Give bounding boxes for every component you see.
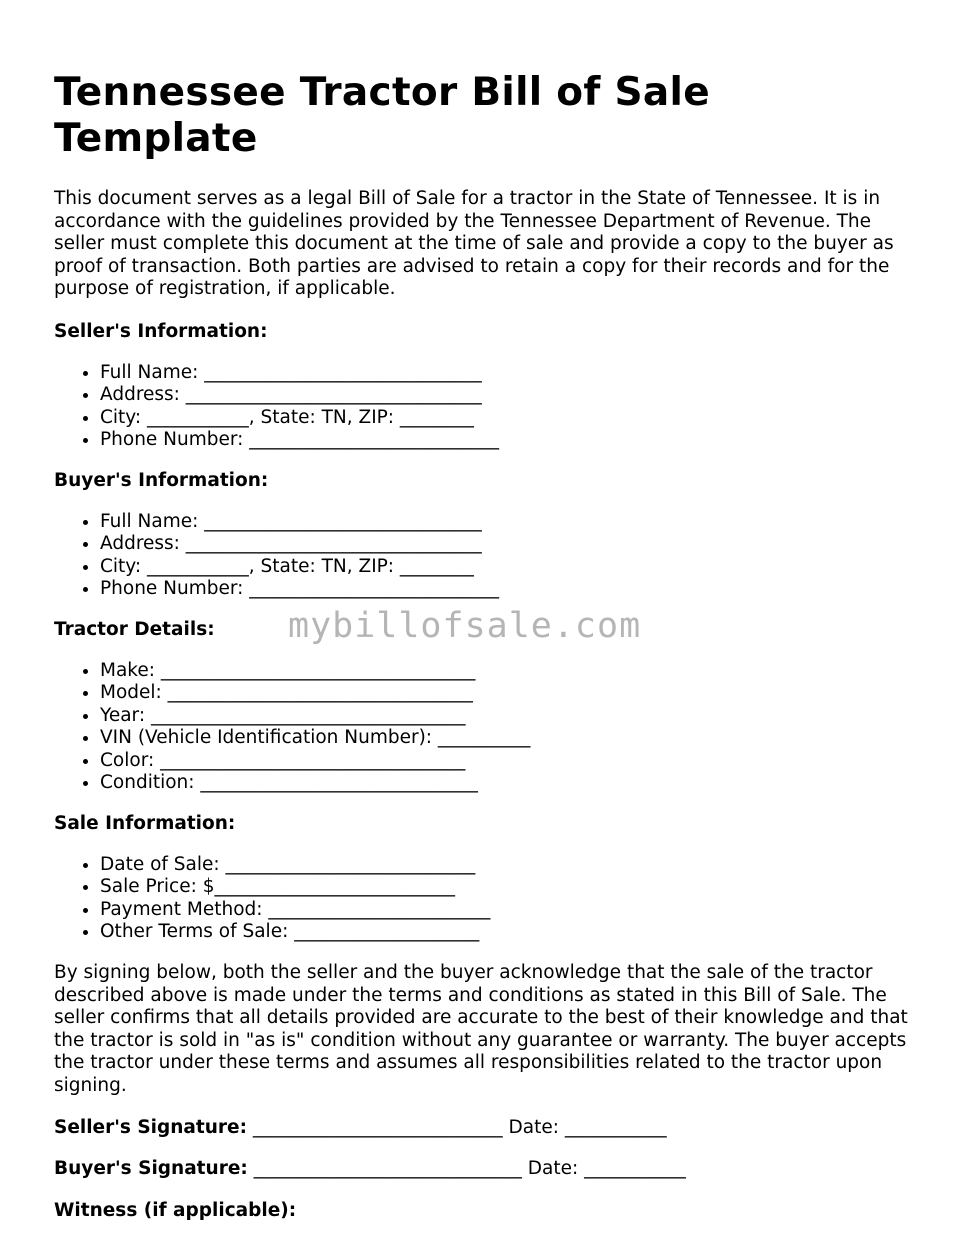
sale-heading: Sale Information: <box>54 813 236 835</box>
list-item: • Payment Method: ________________________ <box>100 899 924 922</box>
tractor-heading: Tractor Details: <box>54 618 215 640</box>
list-item: • Phone Number: ___________________________ <box>100 578 924 601</box>
seller-signature-line <box>54 1117 924 1140</box>
list-item: • Make: __________________________________ <box>100 660 924 683</box>
document-title: Tennessee Tractor Bill of Sale Template <box>54 70 710 161</box>
sale-list <box>54 854 924 944</box>
buyer-signature-line <box>54 1158 924 1181</box>
list-item: • Model: _________________________________ <box>100 682 924 705</box>
seller-signature-blank: ___________________________ Date: ___________ <box>247 1116 667 1138</box>
watermark: mybillofsale.com <box>288 606 642 646</box>
list-item: • City: ___________, State: TN, ZIP: ________ <box>100 556 924 579</box>
list-item: • Color: _________________________________ <box>100 750 924 773</box>
intro-paragraph: This document serves as a legal Bill of Sale for a tractor in the State of Tennessee. It is in accordance with the guidelines provided by the Tennessee Department of Revenue. The seller must complete this document at the time of sale and provide a copy to the buyer as proof of transaction. Both parties are advised to retain a copy for their records and for the purpose of registration, if applicable. <box>54 188 894 300</box>
witness-label: Witness (if applicable): <box>54 1199 297 1221</box>
list-item: • Address: ________________________________ <box>100 533 924 556</box>
list-item: • Phone Number: ___________________________ <box>100 429 924 452</box>
document-page <box>54 70 924 1241</box>
seller-list <box>54 362 924 452</box>
witness-line <box>54 1200 924 1223</box>
list-item: • City: ___________, State: TN, ZIP: ________ <box>100 407 924 430</box>
list-item: • Date of Sale: ___________________________ <box>100 854 924 877</box>
buyer-heading: Buyer's Information: <box>54 469 269 491</box>
list-item: • Other Terms of Sale: ____________________ <box>100 921 924 944</box>
list-item: • Full Name: ______________________________ <box>100 362 924 385</box>
tractor-list <box>54 660 924 796</box>
closing-paragraph: By signing below, both the seller and the buyer acknowledge that the sale of the tractor described above is made under the terms and conditions as stated in this Bill of Sale. The seller confirms that all details provided are accurate to the best of their knowledge and that the tractor is sold in "as is" condition without any guarantee or warranty. The buyer accepts the tractor under these terms and assumes all responsibilities related to the tractor upon signing. <box>54 962 908 1096</box>
list-item: • Condition: ______________________________ <box>100 772 924 795</box>
list-item: • VIN (Vehicle Identification Number): __________ <box>100 727 924 750</box>
list-item: • Address: ________________________________ <box>100 384 924 407</box>
buyer-signature-label: Buyer's Signature: <box>54 1158 248 1180</box>
list-item: • Full Name: ______________________________ <box>100 511 924 534</box>
buyer-list <box>54 511 924 601</box>
buyer-signature-blank: _____________________________ Date: ___________ <box>247 1158 686 1180</box>
seller-heading: Seller's Information: <box>54 320 268 342</box>
seller-signature-label: Seller's Signature: <box>54 1116 247 1138</box>
list-item: • Sale Price: $__________________________ <box>100 876 924 899</box>
list-item: • Year: __________________________________ <box>100 705 924 728</box>
